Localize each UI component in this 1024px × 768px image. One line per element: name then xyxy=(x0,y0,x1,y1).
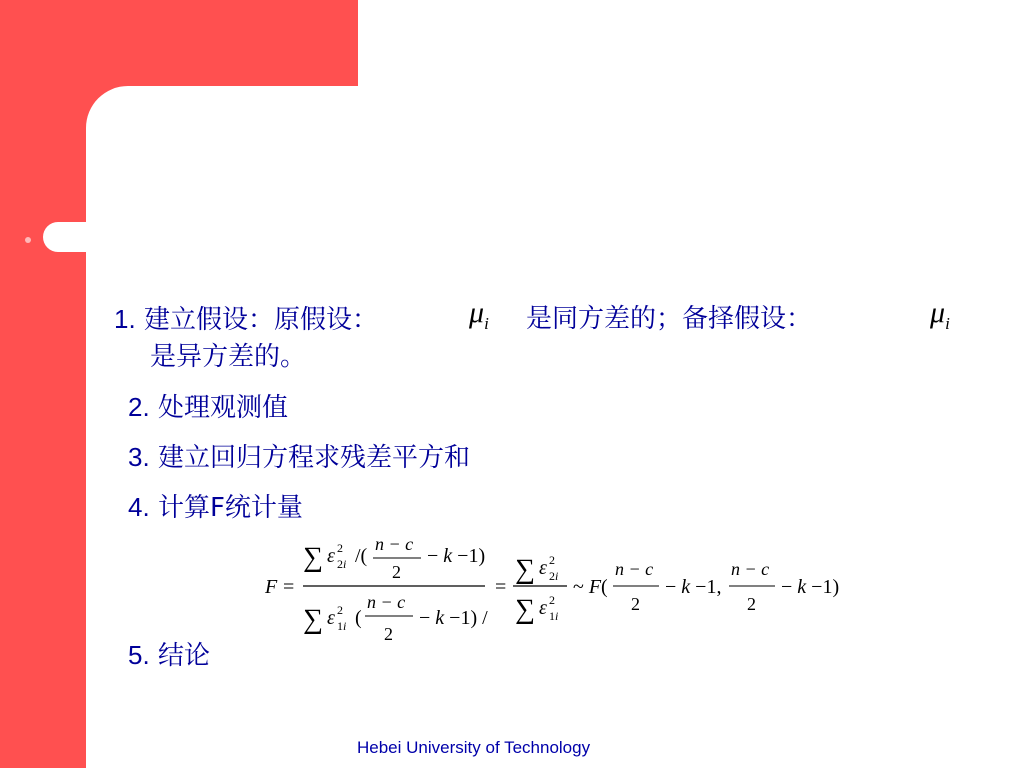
list-item-5 xyxy=(128,640,210,671)
svg-text:n − c: n − c xyxy=(731,559,770,579)
svg-text:2: 2 xyxy=(337,603,343,617)
list-text-2: 处理观测值 xyxy=(157,393,288,423)
hypothesis-alt-text: 是同方差的；备择假设： xyxy=(526,304,813,334)
svg-text:∑: ∑ xyxy=(303,542,323,573)
svg-text:− k −1): − k −1) xyxy=(427,545,486,567)
svg-text:∑: ∑ xyxy=(303,604,323,635)
svg-text:=: = xyxy=(495,576,507,598)
list-item-3 xyxy=(128,442,470,473)
svg-text:2: 2 xyxy=(384,624,393,644)
svg-text:− k −1,: − k −1, xyxy=(665,576,722,598)
list-number-1: 1. xyxy=(114,304,136,334)
list-item-2 xyxy=(128,392,288,423)
hypothesis-alt-continuation: 是异方差的。 xyxy=(150,342,307,372)
list-number-4: 4. xyxy=(128,492,150,522)
svg-text:− k −1): − k −1) xyxy=(781,576,840,598)
list-item-1 xyxy=(114,304,378,335)
footer-text: Hebei University of Technology xyxy=(357,738,591,757)
svg-text:n − c: n − c xyxy=(615,559,654,579)
svg-text:− k −1) /: − k −1) / xyxy=(419,607,488,629)
mu-symbol-1: $\mu_i$ xyxy=(469,296,489,333)
svg-text:/(: /( xyxy=(355,545,368,567)
decor-dot xyxy=(25,237,31,243)
svg-text:ε: ε xyxy=(539,557,547,579)
list-number-3: 3. xyxy=(128,442,150,472)
svg-text:ε: ε xyxy=(327,607,335,629)
list-text-5: 结论 xyxy=(157,641,210,671)
svg-text:2: 2 xyxy=(337,541,343,555)
list-number-2: 2. xyxy=(128,392,150,422)
mu-symbol-2: $\mu_i$ xyxy=(930,296,950,333)
svg-text:F: F xyxy=(265,576,278,598)
svg-text:n − c: n − c xyxy=(375,534,414,554)
svg-text:=: = xyxy=(283,576,295,598)
svg-text:1i: 1i xyxy=(549,609,559,623)
svg-text:∑: ∑ xyxy=(515,594,535,625)
svg-text:2i: 2i xyxy=(337,557,347,571)
svg-text:2: 2 xyxy=(549,553,555,567)
svg-text:ε: ε xyxy=(539,597,547,619)
hypothesis-null-text: 建立假设：原假设： xyxy=(143,305,378,335)
svg-text:1i: 1i xyxy=(337,619,347,633)
f-statistic-formula xyxy=(255,530,855,650)
svg-text:ε: ε xyxy=(327,545,335,567)
svg-text:~ F(: ~ F( xyxy=(573,576,608,598)
list-item-4 xyxy=(128,492,303,523)
svg-text:2: 2 xyxy=(392,562,401,582)
list-text-3: 建立回归方程求残差平方和 xyxy=(157,443,470,473)
svg-text:n − c: n − c xyxy=(367,592,406,612)
svg-text:2: 2 xyxy=(747,594,756,614)
svg-text:2i: 2i xyxy=(549,569,559,583)
svg-text:2: 2 xyxy=(631,594,640,614)
svg-text:(: ( xyxy=(355,607,362,629)
svg-text:2: 2 xyxy=(549,593,555,607)
list-number-5: 5. xyxy=(128,640,150,670)
svg-text:∑: ∑ xyxy=(515,554,535,585)
list-text-4: 计算F统计量 xyxy=(157,493,303,523)
